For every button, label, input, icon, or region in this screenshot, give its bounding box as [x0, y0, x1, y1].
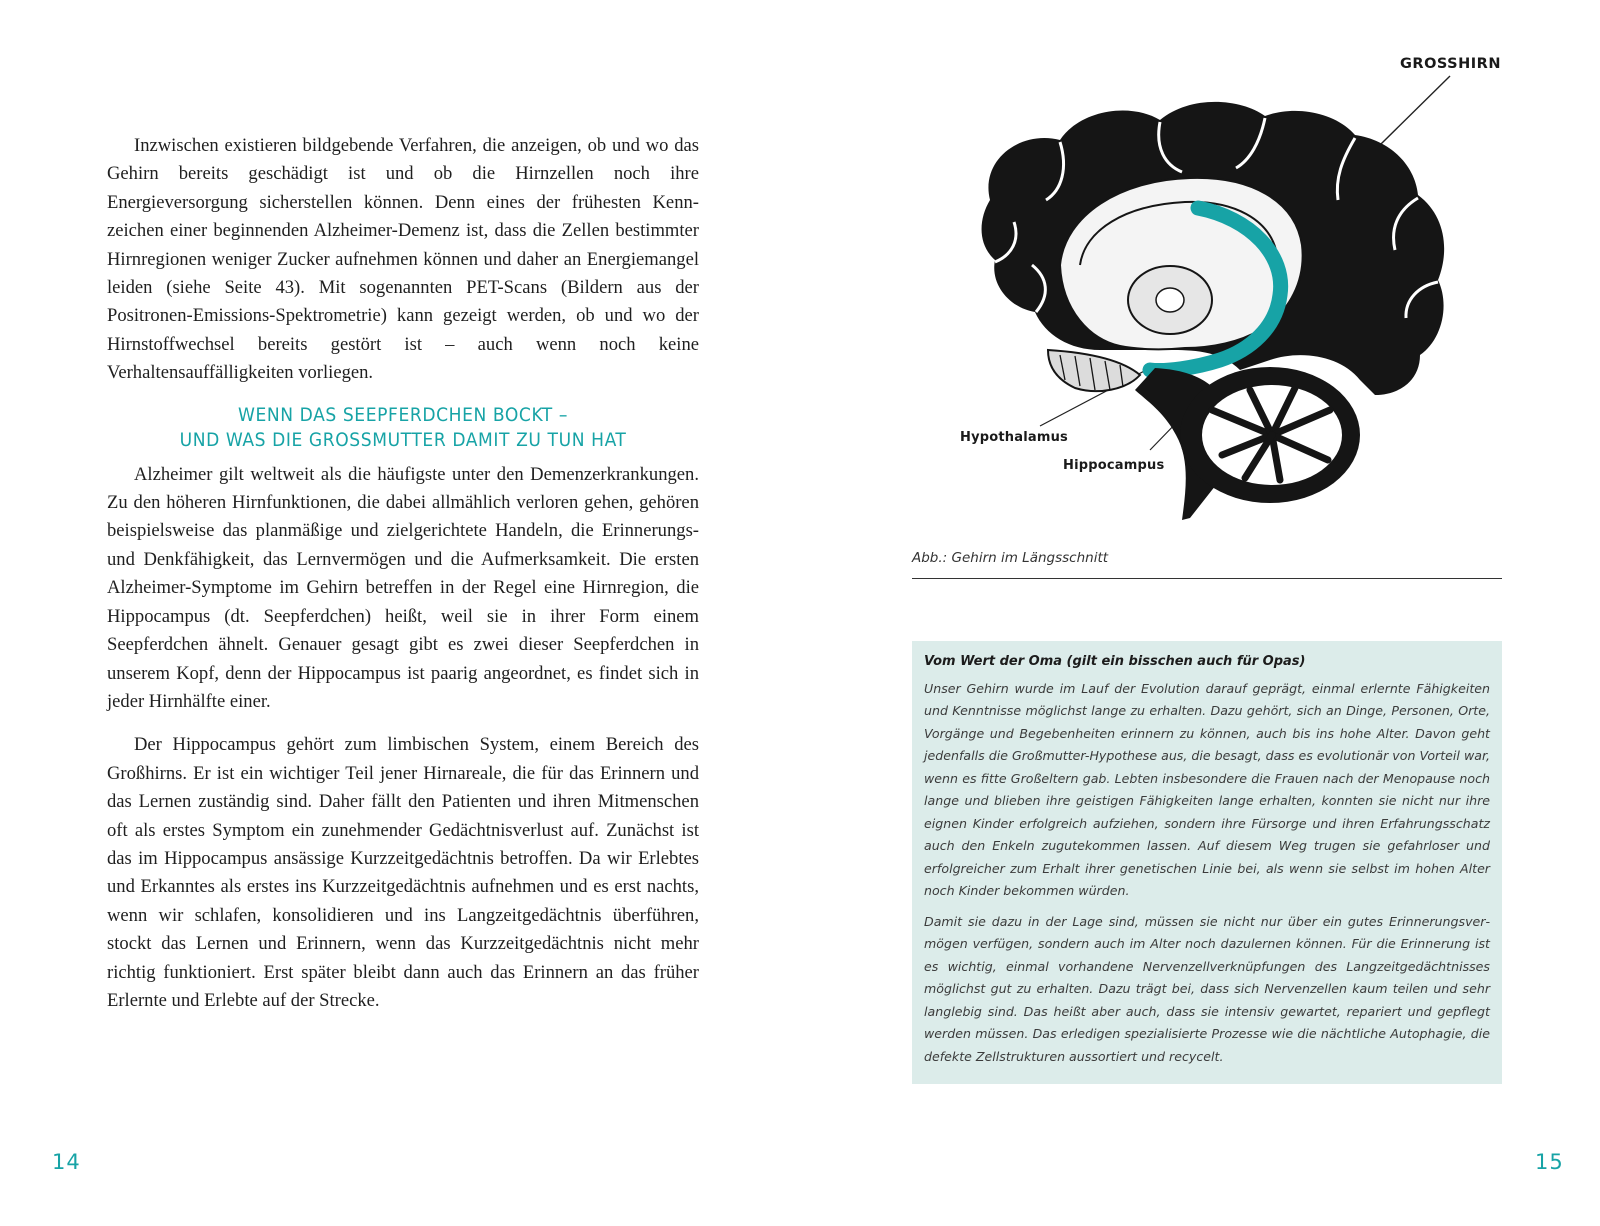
section-heading — [107, 403, 699, 453]
label-hypothalamus: Hypothalamus — [960, 430, 1068, 445]
heading-line-1: WENN DAS SEEPFERDCHEN BOCKT – — [237, 403, 569, 426]
left-text-column — [107, 132, 699, 1015]
figure-caption: Abb.: Gehirn im Längsschnitt — [912, 550, 1502, 579]
brain-sagittal-section — [950, 50, 1510, 540]
brain-illustration — [950, 50, 1510, 540]
paragraph-alzheimer: Alzheimer gilt weltweit als die häufigste unter den Demenzerkrankungen. Zu den höheren Hirnfunktionen, die dabei allmählich verloren gehen, gehören beispielsweise das planmäßige und zielgerichtete Handeln, die Erinnerungs- und Denkfähigkeit, das Lernvermögen und die Aufmerksamkeit. Die ersten Alzheimer-Symptome im Gehirn betreffen in der Regel eine Hirnregion, die Hippocampus (dt. Seepferdchen) heißt, weil sie in ihrer Form einem Seepferdchen ähnelt. Genauer gesagt gibt es zwei dieser Seepferdchen in unserem Kopf, denn der Hippocampus ist paarig angeordnet, es findet sich in jeder Hirnhälfte einer. — [107, 463, 699, 712]
info-box-paragraph-1: Unser Gehirn wurde im Lauf der Evolution darauf geprägt, einmal erlernte Fähigkeiten und Kenntnisse möglichst lange zu erhalten. Dazu gehört, sich an Dinge, Personen, Orte, Vorgänge und Begebenheiten erinnern zu können, auch bis ins hohe Alter. Davon geht jedenfalls die Großmutter-Hypothese aus, die besagt, dass es evolutionär von Vorteil war, wenn es fitte Großeltern gab. Lebten insbesondere die Frauen nach der Menopause noch lange und blieben ihre geistigen Fähigkeiten lange erhalten, konnten sie nicht nur ihre eignen Kinder erfolgreich aufziehen, sondern ihre Fürsorge und ihren Erfahrungsschatz auch den Enkeln zugutekommen lassen. Auf diesem Weg trugen sie gefahrloser und erfolgreicher zum Erhalt ihrer genetischen Linie bei, als wenn sie selbst im hohen Alter noch Kinder bekommen würden. — [924, 680, 1490, 898]
info-box-title: Vom Wert der Oma (gilt ein bisschen auch für Opas) — [924, 654, 1306, 669]
heading-line-2: UND WAS DIE GROSSMUTTER DAMIT ZU TUN HAT — [179, 428, 627, 451]
thalamus-center — [1156, 288, 1184, 312]
paragraph-hippocampus: Der Hippocampus gehört zum limbischen System, einem Bereich des Großhirns. Er ist ein wichtiger Teil jener Hirnareale, die für das Erinnern und das Lernen zuständig sind. Daher fällt den Patienten und ihren Mitmenschen oft als erstes Symptom ein zunehmender Gedächtnisverlust auf. Zunächst ist das im Hippocampus ansässige Kurzzeitgedächtnis betroffen. Da wir Erlebtes und Erkanntes als erstes ins Kurzzeitgedächtnis aufnehmen und es erst nachts, wenn wir schlafen, konsolidieren und ins Langzeitgedächtnis überführen, stockt das Lernen und Erinnern, wenn das Kurzzeitgedächtnis nicht mehr richtig funktioniert. Erst später bleibt dann auch das Erinnern an das früher Erlernte und Erlebte auf der Strecke. — [107, 734, 699, 1011]
label-grosshirn: GROSSHIRN — [1400, 56, 1501, 72]
page-number-left: 14 — [52, 1150, 81, 1174]
info-box-paragraph-2: Damit sie dazu in der Lage sind, müssen sie nicht nur über ein gutes Erinnerungsvermögen verfügen, sondern auch im Alter noch dazulernen können. Für die Erinnerung ist es wichtig, einmal vorhandene Nervenzellverknüpfungen des Langzeitgedächtnisses möglichst gut zu erhalten. Dazu trägt bei, dass sich Nervenzellen kaum teilen und sehr langlebig sind. Das heißt aber auch, dass sie intensiv gewartet, repariert und gepflegt werden müssen. Das erledigen spezialisierte Prozesse wie die nächtliche Autophagie, die defekte Zellstrukturen aussortiert und recycelt. — [924, 913, 1490, 1064]
page-number-right: 15 — [1535, 1150, 1564, 1174]
paragraph-pet-scans: Inzwischen existieren bildgebende Verfahren, die anzeigen, ob und wo das Gehirn bereits geschädigt ist und ob die Hirnzellen noch ihre Energieversorgung sicherstellen können. Denn eines der frühesten Kennzeichen einer beginnenden Alzheimer-Demenz ist, dass die Zellen bestimmter Hirnregionen weniger Zucker aufnehmen können und daher an Energiemangel leiden (siehe Seite 43). Mit sogenannten PET-Scans (Bildern aus der Positronen-Emissions-Spektrometrie) kann gezeigt werden, ob und wo der Hirnstoffwechsel bereits gestört ist – auch wenn noch keine Verhaltensauffälligkeiten vorliegen. — [107, 135, 699, 384]
label-hippocampus: Hippocampus — [1063, 458, 1165, 473]
info-box-oma — [912, 641, 1502, 1084]
